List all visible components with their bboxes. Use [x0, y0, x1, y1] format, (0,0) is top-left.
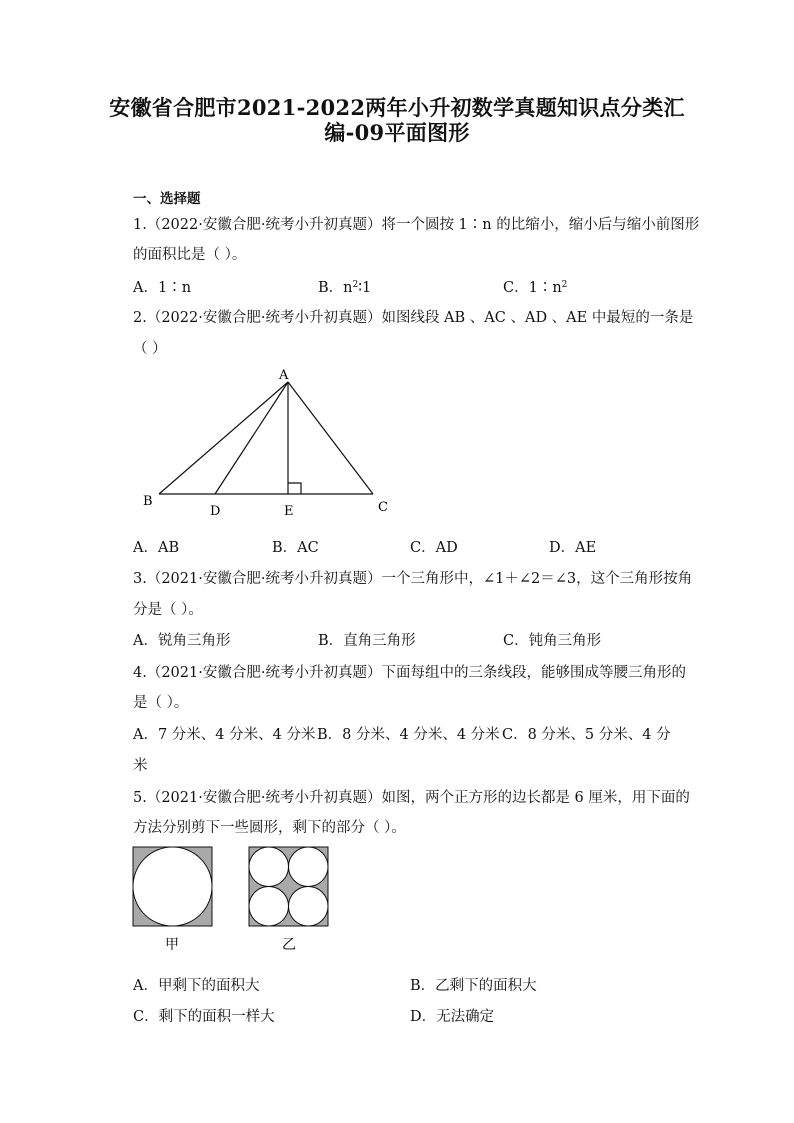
q1-text-line-1: 1.（2022·安徽合肥·统考小升初真题）将一个圆按 1∶n 的比缩小，缩小后与缩小前图形 — [133, 217, 700, 233]
label-d: D — [210, 504, 221, 519]
doc-title-line-1: 安徽省合肥市2021-2022两年小升初数学真题知识点分类汇 — [109, 95, 685, 120]
label-e: E — [284, 504, 294, 519]
small-circle-1 — [249, 847, 289, 887]
q5-option-c: C．剩下的面积一样大 — [133, 1009, 275, 1025]
q1-option-a: A．1∶n — [133, 280, 192, 296]
big-circle — [133, 847, 212, 926]
segment-ab — [159, 382, 288, 494]
q3-option-a: A．锐角三角形 — [133, 633, 231, 649]
q2-triangle-figure — [133, 362, 413, 522]
q5-option-b: B．乙剩下的面积大 — [410, 978, 537, 994]
square-yi — [249, 847, 328, 926]
small-circle-3 — [249, 887, 289, 927]
q1-option-c: C．$1∶n^2$ — [503, 280, 568, 296]
doc-title-line-2: 编-09平面图形 — [324, 120, 470, 145]
q4-option-c-wrap: 米 — [133, 758, 148, 774]
q5-text-line-2: 方法分别剪下一些圆形，剩下的部分（ ）。 — [133, 820, 406, 836]
segment-ac — [288, 382, 373, 494]
label-a: A — [279, 368, 289, 383]
q5-option-d: D．无法确定 — [410, 1009, 495, 1025]
right-angle-mark — [288, 483, 301, 494]
label-b: B — [143, 494, 153, 509]
q1-option-b: B．$n^2∶1$ — [318, 280, 372, 296]
q3-text-line-2: 分是（ ）。 — [133, 602, 203, 618]
q4-text-line-1: 4.（2021·安徽合肥·统考小升初真题）下面每组中的三条线段，能够围成等腰三角形的 — [133, 665, 686, 681]
small-circle-4 — [289, 887, 329, 927]
q4-option-c: C．8 分米、5 分米、4 分 — [502, 727, 671, 743]
q2-option-c: C．AD — [410, 540, 458, 556]
q4-text-line-2: 是（ ）。 — [133, 695, 189, 711]
q2-option-d: D．AE — [549, 540, 597, 556]
q5-text-line-1: 5.（2021·安徽合肥·统考小升初真题）如图，两个正方形的边长都是 6 厘米，用下面的 — [133, 790, 690, 806]
q5-option-a: A．甲剩下的面积大 — [133, 978, 260, 994]
q5-squares-figure — [132, 846, 332, 956]
q2-text-line-1: 2.（2022·安徽合肥·统考小升初真题）如图线段 AB 、AC 、AD 、AE 中最短的一条是 — [133, 310, 694, 326]
q4-option-a: A．7 分米、4 分米、4 分米 — [133, 727, 316, 743]
label-yi: 乙 — [282, 937, 296, 953]
square-jia — [133, 847, 212, 926]
q2-text-line-2: （ ） — [133, 341, 167, 357]
small-circle-2 — [289, 847, 329, 887]
section-heading: 一、选择题 — [133, 191, 201, 207]
q3-text-line-1: 3.（2021·安徽合肥·统考小升初真题）一个三角形中，∠1＋∠2＝∠3，这个三角形按角 — [133, 571, 693, 587]
q2-option-a: A．AB — [133, 540, 180, 556]
q3-option-b: B．直角三角形 — [318, 633, 416, 649]
q1-text-line-2: 的面积比是（ ）。 — [133, 247, 247, 263]
q3-option-c: C．钝角三角形 — [503, 633, 602, 649]
q4-option-b: B．8 分米、4 分米、4 分米 — [317, 727, 500, 743]
label-jia: 甲 — [165, 937, 179, 953]
label-c: C — [378, 500, 388, 515]
q2-option-b: B．AC — [272, 540, 319, 556]
segment-ad — [215, 382, 288, 494]
